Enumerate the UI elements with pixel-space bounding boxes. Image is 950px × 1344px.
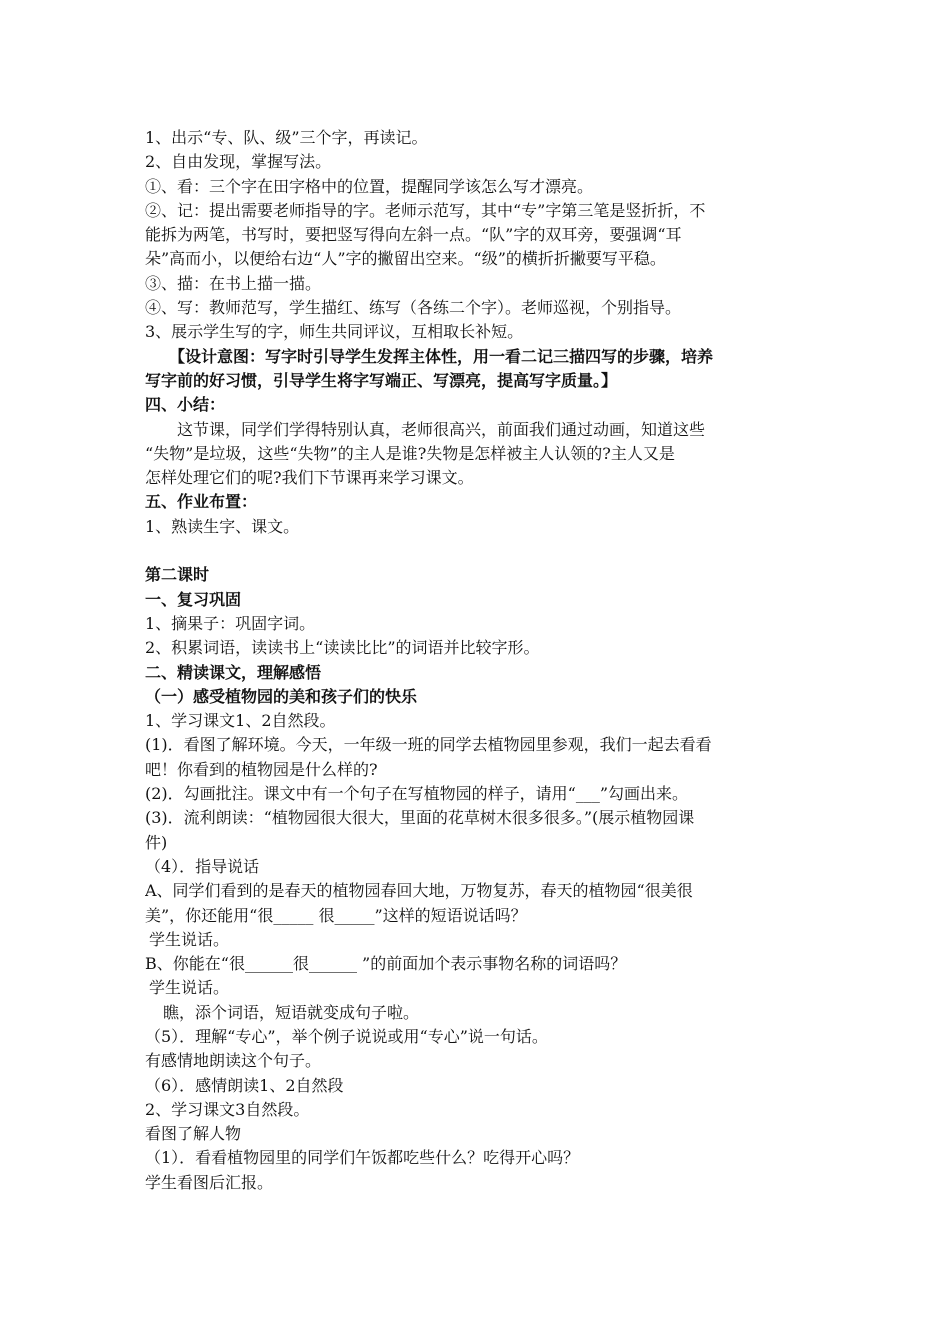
text-line: ②、记：提出需要老师指导的字。老师示范写，其中“专”字第三笔是竖折折，不: [145, 200, 706, 220]
text-line: 1、学习课文1、2自然段。: [145, 711, 336, 731]
document-page: [145, 126, 810, 1195]
section-heading: 五、作业布置：: [145, 492, 258, 512]
text-line: 有感情地朗读这个句子。: [145, 1051, 322, 1071]
text-line: 看图了解人物: [145, 1124, 242, 1144]
text-line: (3)．流利朗读：“植物园很大很大，里面的花草树木很多很多。”(展示植物园课: [145, 808, 695, 828]
text-line: ④、写：教师范写，学生描红、练写（各练二个字）。老师巡视，个别指导。: [145, 298, 682, 318]
text-line: 学生看图后汇报。: [145, 1172, 274, 1192]
text-line: (2)．勾画批注。课文中有一个句子在写植物园的样子，请用“___”勾画出来。: [145, 784, 689, 804]
text-line: 瞧，添个词语，短语就变成句子啦。: [163, 1002, 420, 1022]
blank-line: [145, 539, 810, 563]
text-line: 美”，你还能用“很_____ 很_____”这样的短语说话吗？: [145, 905, 527, 925]
text-line: 朵”高而小，以便给右边“人”字的撇留出空来。“级”的横折折撇要写平稳。: [145, 249, 666, 269]
text-line: ③、描：在书上描一描。: [145, 273, 322, 293]
text-line: “失物”是垃圾，这些“失物”的主人是谁?失物是怎样被主人认领的?主人又是: [145, 443, 675, 463]
text-line: （1）．看看植物园里的同学们午饭都吃些什么？吃得开心吗？: [145, 1148, 580, 1168]
text-line: 件): [145, 832, 168, 852]
section-heading: 一、复习巩固: [145, 589, 242, 609]
text-line: 吧！你看到的植物园是什么样的?: [145, 759, 378, 779]
text-line: ①、看：三个字在田字格中的位置，提醒同学该怎么写才漂亮。: [145, 176, 594, 196]
text-line: 1、熟读生字、课文。: [145, 516, 300, 536]
section-heading: 四、小结：: [145, 395, 226, 415]
text-line: 3、展示学生写的字，师生共同评议，互相取长补短。: [145, 322, 524, 342]
section-heading: 二、精读课文，理解感悟: [145, 662, 322, 682]
text-line: 1、出示“专、队、级”三个字，再读记。: [145, 128, 428, 147]
text-line: 学生说话。: [149, 929, 230, 949]
design-intent-line: 写字前的好习惯，引导学生将字写端正、写漂亮，提高写字质量。】: [145, 370, 618, 390]
text-line: 1、摘果子：巩固字词。: [145, 613, 316, 633]
text-line: 2、积累词语，读读书上“读读比比”的词语并比较字形。: [145, 638, 540, 658]
text-line: 怎样处理它们的呢?我们下节课再来学习课文。: [145, 468, 474, 488]
text-line: B、你能在“很______很______ ”的前面加个表示事物名称的词语吗？: [145, 954, 627, 974]
text-line: 学生说话。: [149, 978, 230, 998]
text-line: 能拆为两笔，书写时，要把竖写得向左斜一点。“队”字的双耳旁，要强调“耳: [145, 225, 682, 245]
text-line: 这节课，同学们学得特别认真，老师很高兴，前面我们通过动画，知道这些: [145, 419, 706, 439]
text-line: A、同学们看到的是春天的植物园春回大地，万物复苏，春天的植物园“很美很: [145, 881, 693, 901]
text-line: 2、学习课文3自然段。: [145, 1099, 310, 1119]
design-intent-line: 【设计意图：写字时引导学生发挥主体性，用一看二记三描四写的步骤，培养: [145, 346, 714, 366]
lesson-heading: 第二课时: [145, 565, 210, 585]
text-line: （6）．感情朗读1、2自然段: [145, 1075, 344, 1095]
subsection-heading: （一）感受植物园的美和孩子们的快乐: [145, 686, 418, 706]
text-line: (1)．看图了解环境。今天，一年级一班的同学去植物园里参观，我们一起去看看: [145, 735, 712, 755]
text-line: 2、自由发现，掌握写法。: [145, 152, 332, 172]
text-line: （4）．指导说话: [145, 856, 260, 876]
text-line: （5）．理解“专心”，举个例子说说或用“专心”说一句话。: [145, 1026, 548, 1046]
